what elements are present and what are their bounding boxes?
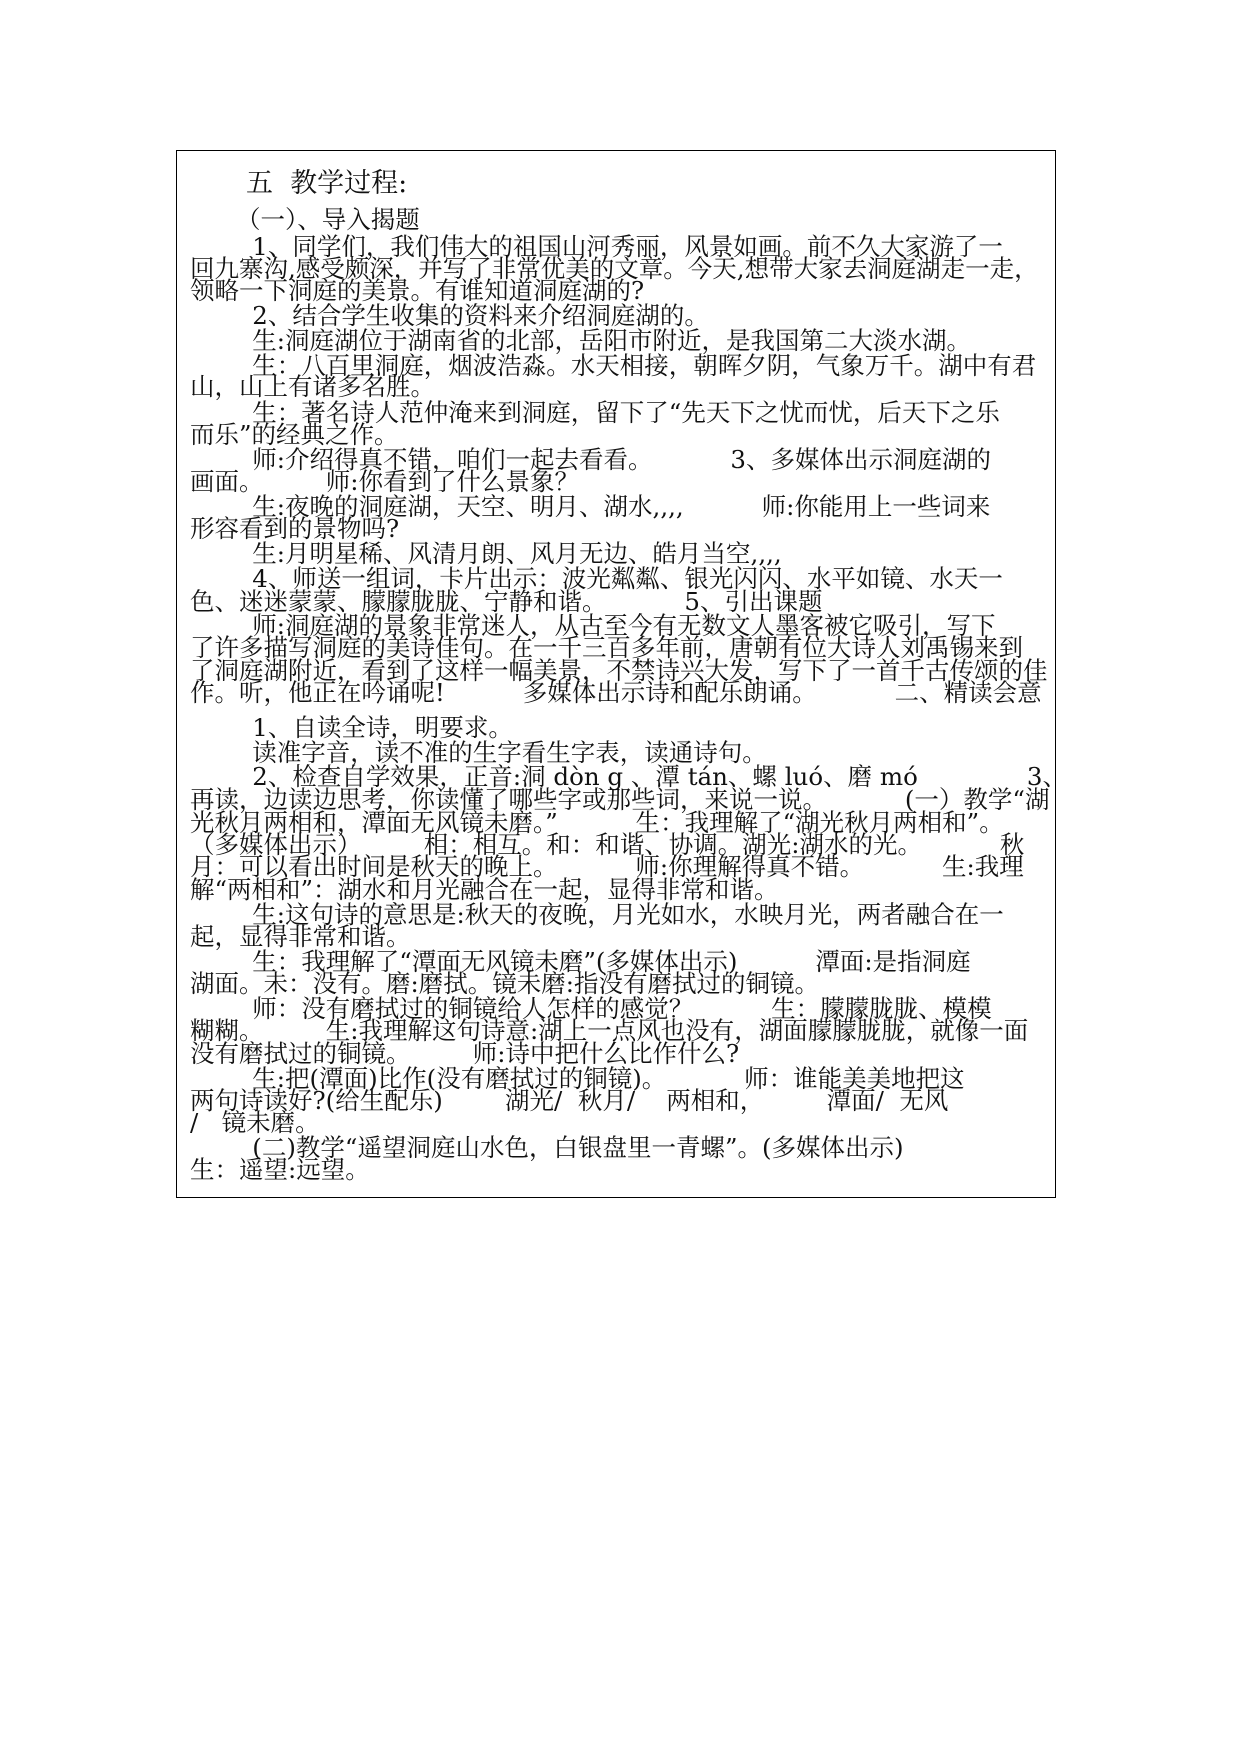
section-title: 五 教学过程: — [246, 168, 408, 199]
text-line: 作。听，他正在吟诵呢! 多媒体出示诗和配乐朗诵。 二、精读会意 — [190, 677, 1042, 707]
text-line: 生：著名诗人范仲淹来到洞庭，留下了“先天下之忧而忧，后天下之乐 — [190, 397, 1000, 427]
text-line: 回九寨沟,感受颇深，并写了非常优美的文章。今天,想带大家去洞庭湖走一走， — [190, 253, 1039, 283]
text-line: 山，山上有诸多名胜。 — [190, 372, 435, 402]
text-line: 读准字音，读不准的生字看生字表，读通诗句。 — [190, 737, 767, 767]
text-line: 解“两相和”：湖水和月光融合在一起，显得非常和谐。 — [190, 874, 779, 904]
text-line: / 镜未磨。 — [190, 1108, 320, 1138]
text-line: 光秋月两相和，潭面无风镜未磨。” 生：我理解了“湖光秋月两相和”。 — [190, 807, 1004, 837]
text-line: 画面。 师:你看到了什么景象？ — [190, 467, 580, 497]
text-line: 生：八百里洞庭，烟波浩淼。水天相接，朝晖夕阴，气象万千。湖中有君 — [190, 350, 1037, 380]
text-line: 生:这句诗的意思是:秋天的夜晚，月光如水，水映月光，两者融合在一 — [190, 899, 1004, 929]
text-line: 2、结合学生收集的资料来介绍洞庭湖的。 — [190, 301, 709, 331]
text-line: （一）、导入揭题 — [236, 205, 420, 234]
text-line: 两句诗读好?(给生配乐) 湖光/ 秋月/ 两相和， 潭面/ 无风 — [190, 1085, 949, 1115]
text-line: 1、自读全诗，明要求。 — [190, 713, 513, 743]
text-line: (二)教学“遥望洞庭山水色，白银盘里一青螺”。(多媒体出示) — [190, 1132, 904, 1162]
text-line: 2、检查自学效果，正音:洞 dòn g 、潭 tán、螺 luó、磨 mó 3、 — [190, 762, 1067, 792]
text-line: 月：可以看出时间是秋天的晚上。 师:你理解得真不错。 生:我理 — [190, 852, 1024, 882]
text-line: 生:夜晚的洞庭湖，天空、明月、湖水,,,, 师:你能用上一些词来 — [190, 491, 991, 521]
text-line: 生:把(潭面)比作(没有磨拭过的铜镜)。 师：谁能美美地把这 — [190, 1063, 965, 1093]
text-line: 再读，边读边思考，你读懂了哪些字或那些词，来说一说。 (一）教学“湖 — [190, 785, 1050, 815]
text-line: 生:洞庭湖位于湖南省的北部，岳阳市附近，是我国第二大淡水湖。 — [190, 325, 972, 355]
text-line: 了洞庭湖附近，看到了这样一幅美景，不禁诗兴大发，写下了一首千古传颂的佳 — [190, 655, 1048, 685]
text-line: 师:介绍得真不错，咱们一起去看看。 3、多媒体出示洞庭湖的 — [190, 444, 992, 474]
text-line: 生：我理解了“潭面无风镜未磨”(多媒体出示) 潭面:是指洞庭 — [190, 947, 971, 977]
text-line: 湖面。未：没有。磨:磨拭。镜未磨:指没有磨拭过的铜镜。 — [190, 969, 820, 999]
text-line: 生:月明星稀、风清月朗、风月无边、皓月当空,,,, — [190, 539, 782, 569]
text-line: 没有磨拭过的铜镜。 师:诗中把什么比作什么? — [190, 1038, 740, 1068]
text-line: 了许多描写洞庭的美诗佳句。在一千三百多年前，唐朝有位大诗人刘禹锡来到 — [190, 633, 1023, 663]
text-line: 4、师送一组词，卡片出示：波光粼粼、银光闪闪、水平如镜、水天一 — [190, 564, 1003, 594]
text-line: （多媒体出示） 相：相互。和：和谐、协调。湖光:湖水的光。 秋 — [190, 829, 1025, 859]
text-line: 糊糊。 生:我理解这句诗意:湖上一点风也没有，湖面朦朦胧胧，就像一面 — [190, 1016, 1029, 1046]
text-line: 起，显得非常和谐。 — [190, 922, 411, 952]
text-line: 领略一下洞庭的美景。有谁知道洞庭湖的? — [190, 276, 645, 306]
text-line: 师:洞庭湖的景象非常迷人，从古至今有无数文人墨客被它吸引，写下 — [190, 610, 996, 640]
text-line: 师：没有磨拭过的铜镜给人怎样的感觉？ 生：朦朦胧胧、模模 — [190, 993, 992, 1023]
text-line: 形容看到的景物吗? — [190, 513, 400, 543]
text-line: 生：遥望:远望。 — [190, 1155, 370, 1184]
text-line: 色、迷迷蒙蒙、朦朦胧胧、宁静和谐。 5、引出课题 — [190, 586, 823, 616]
text-line: 1、同学们，我们伟大的祖国山河秀丽，风景如画。前不久大家游了一 — [190, 231, 1003, 261]
text-line: 而乐”的经典之作。 — [190, 419, 399, 449]
